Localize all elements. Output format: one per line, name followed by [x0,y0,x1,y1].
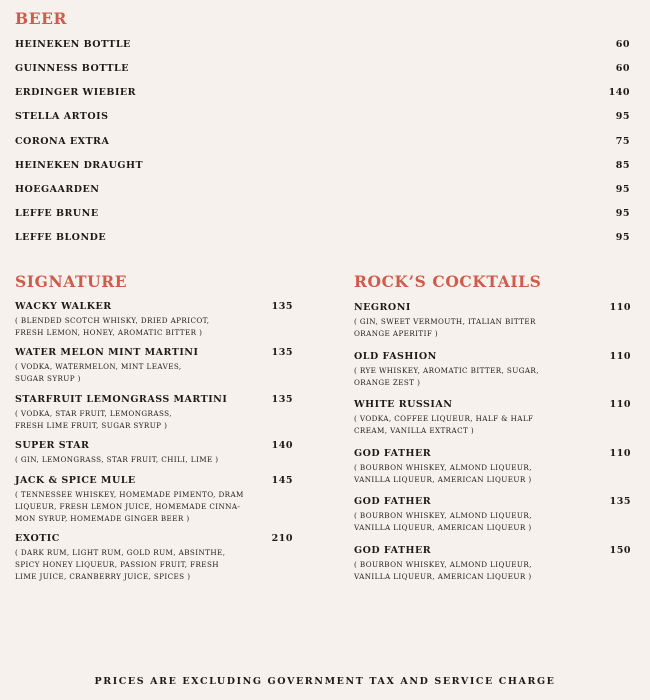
cocktail-item-price: 110 [609,399,631,410]
cocktail-item [354,351,631,389]
signature-item-desc: ( TENNESSEE WHISKEY, HOMEMADE PIMENTO, DRAM LIQUEUR, FRESH LEMON JUICE, HOMEMADE CINNA- MON SYRUP, HOMEMADE GINGER BEER ) [15,490,244,523]
beer-item-name: LEFFE BRUNE [15,208,99,219]
signature-item-price: 135 [271,347,293,358]
beer-item [15,111,630,122]
cocktail-item-name: GOD FATHER [354,448,432,459]
beer-item-name: STELLA ARTOIS [15,111,109,122]
signature-item [15,440,293,466]
cocktail-item-price: 110 [609,302,631,313]
cocktail-item-desc: ( BOURBON WHISKEY, ALMOND LIQUEUR, VANILLA LIQUEUR, AMERICAN LIQUEUR ) [354,560,532,581]
beer-item-name: HOEGAARDEN [15,184,100,195]
beer-item-price: 75 [615,136,630,147]
beer-item-name: GUINNESS BOTTLE [15,63,129,74]
beer-item-name: HEINEKEN DRAUGHT [15,160,144,171]
beer-item-name: CORONA EXTRA [15,136,110,147]
signature-item-price: 210 [271,533,293,544]
signature-item-name: JACK & SPICE MULE [15,475,136,486]
beer-item-name: HEINEKEN BOTTLE [15,39,131,50]
signature-item-price: 135 [271,394,293,405]
beer-item [15,160,630,171]
signature-section-title: SIGNATURE [15,272,128,291]
beer-item-price: 85 [615,160,630,171]
cocktail-item-desc: ( RYE WHISKEY, AROMATIC BITTER, SUGAR, ORANGE ZEST ) [354,366,539,387]
signature-item-desc: ( VODKA, WATERMELON, MINT LEAVES, SUGAR SYRUP ) [15,362,182,383]
signature-item-desc: ( DARK RUM, LIGHT RUM, GOLD RUM, ABSINTHE, SPICY HONEY LIQUEUR, PASSION FRUIT, FRESH LIME JUICE, CRANBERRY JUICE, SPICES ) [15,548,226,581]
signature-item-price: 135 [271,301,293,312]
signature-item [15,347,293,385]
signature-item [15,301,293,339]
beer-item-price: 95 [615,208,630,219]
signature-item-name: SUPER STAR [15,440,90,451]
cocktail-item [354,399,631,437]
beer-item [15,184,630,195]
beer-item-price: 60 [615,39,630,50]
signature-item [15,533,293,582]
cocktail-item [354,448,631,486]
cocktail-item [354,545,631,583]
signature-item-name: STARFRUIT LEMONGRASS MARTINI [15,394,228,405]
cocktail-item-name: NEGRONI [354,302,411,313]
cocktail-item-desc: ( VODKA, COFFEE LIQUEUR, HALF & HALF CREAM, VANILLA EXTRACT ) [354,414,534,435]
beer-item [15,208,630,219]
signature-item [15,394,293,432]
beer-item-price: 95 [615,232,630,243]
beer-item [15,87,630,98]
cocktail-item-desc: ( BOURBON WHISKEY, ALMOND LIQUEUR, VANILLA LIQUEUR, AMERICAN LIQUEUR ) [354,511,532,532]
beer-item-price: 60 [615,63,630,74]
beer-item [15,39,630,50]
beer-item-name: ERDINGER WIEBIER [15,87,137,98]
cocktail-item-price: 110 [609,351,631,362]
beer-item [15,136,630,147]
beer-section-title: BEER [15,9,68,28]
signature-item-price: 145 [271,475,293,486]
beer-item [15,232,630,243]
signature-item [15,475,293,524]
signature-item-name: WATER MELON MINT MARTINI [15,347,199,358]
cocktail-item-desc: ( GIN, SWEET VERMOUTH, ITALIAN BITTER ORANGE APERITIF ) [354,317,536,338]
cocktail-item-price: 110 [609,448,631,459]
signature-item-desc: ( BLENDED SCOTCH WHISKY, DRIED APRICOT, FRESH LEMON, HONEY, AROMATIC BITTER ) [15,316,210,337]
beer-item [15,63,630,74]
beer-item-price: 140 [608,87,630,98]
beer-item-name: LEFFE BLONDE [15,232,107,243]
cocktail-item-name: GOD FATHER [354,496,432,507]
cocktail-item-name: GOD FATHER [354,545,432,556]
tax-disclaimer: PRICES ARE EXCLUDING GOVERNMENT TAX AND SERVICE CHARGE [94,676,556,687]
signature-item-name: WACKY WALKER [15,301,112,312]
signature-item-name: EXOTIC [15,533,60,544]
signature-item-price: 140 [271,440,293,451]
beer-item-price: 95 [615,111,630,122]
cocktail-item [354,496,631,534]
cocktail-item-desc: ( BOURBON WHISKEY, ALMOND LIQUEUR, VANILLA LIQUEUR, AMERICAN LIQUEUR ) [354,463,532,484]
cocktail-item-name: OLD FASHION [354,351,437,362]
signature-item-desc: ( VODKA, STAR FRUIT, LEMONGRASS, FRESH LIME FRUIT, SUGAR SYRUP ) [15,409,172,430]
signature-item-desc: ( GIN, LEMONGRASS, STAR FRUIT, CHILI, LIME ) [15,455,219,464]
cocktail-item-price: 150 [609,545,631,556]
cocktail-item-name: WHITE RUSSIAN [354,399,453,410]
cocktail-item [354,302,631,340]
beer-item-price: 95 [615,184,630,195]
cocktails-section-title: ROCK’S COCKTAILS [354,272,542,291]
cocktail-item-price: 135 [609,496,631,507]
